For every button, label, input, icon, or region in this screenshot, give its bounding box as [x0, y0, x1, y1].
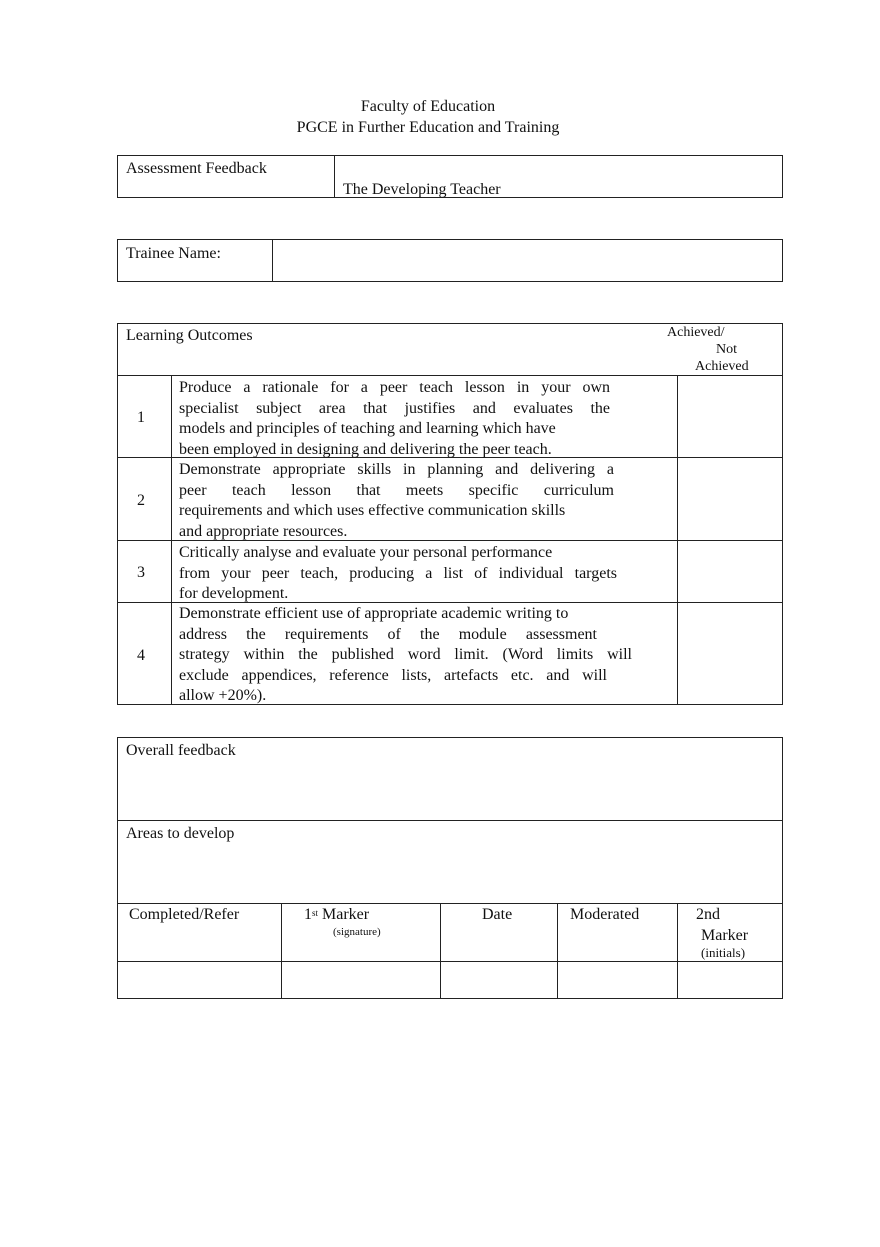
status-header-line2: Not — [716, 342, 737, 357]
outcome-status-cell[interactable] — [680, 607, 780, 701]
outcomes-header-line — [117, 375, 783, 376]
signoff-col-1 — [281, 903, 282, 999]
first-marker-label: 1st Marker — [304, 906, 370, 923]
second-marker-label-line2: Marker — [701, 927, 749, 944]
assessment-divider — [334, 155, 335, 198]
areas-to-develop-label: Areas to develop — [126, 825, 235, 842]
feedback-line-2 — [117, 903, 783, 904]
outcome-status-cell[interactable] — [680, 545, 780, 599]
outcome-status-cell[interactable] — [680, 380, 780, 454]
outcome-description: Demonstrate appropriate skills in planning and delivering a peer teach lesson that meets specific curriculum requirements and which uses effective communication skills and appropriate resources. — [179, 461, 614, 540]
outcomes-heading: Learning Outcomes — [126, 327, 253, 344]
trainee-name-field[interactable] — [282, 244, 772, 272]
assessment-value[interactable]: The Developing Teacher — [343, 181, 501, 198]
faculty-title: Faculty of Education — [360, 98, 496, 115]
signoff-line — [117, 961, 783, 962]
first-marker-note: (signature) — [333, 926, 381, 938]
moderated-label: Moderated — [570, 906, 640, 923]
assessment-label: Assessment Feedback — [126, 160, 267, 177]
moderated-field[interactable] — [560, 964, 675, 996]
outcome-description: Critically analyse and evaluate your personal performance from your peer teach, producing a list of individual targets for development. — [179, 544, 617, 602]
areas-to-develop-field[interactable] — [126, 847, 774, 899]
feedback-line-1 — [117, 820, 783, 821]
signoff-col-3 — [557, 903, 558, 999]
overall-feedback-label: Overall feedback — [126, 742, 236, 759]
completed-refer-field[interactable] — [119, 964, 279, 996]
outcome-number: 3 — [137, 564, 145, 581]
date-field[interactable] — [443, 964, 555, 996]
first-marker-signature-field[interactable] — [284, 964, 438, 996]
trainee-label: Trainee Name: — [126, 245, 221, 262]
date-label: Date — [482, 906, 513, 923]
overall-feedback-field[interactable] — [126, 764, 774, 816]
outcome-number: 1 — [137, 409, 145, 426]
completed-refer-label: Completed/Refer — [129, 906, 240, 923]
status-header-line1: Achieved/ — [667, 325, 725, 340]
outcome-description: Demonstrate efficient use of appropriate academic writing to address the requirements of the module assessment strategy within the published word limit. (Word limits will exclude appendices, reference lists, artefacts etc. and will allow +20%). — [179, 605, 632, 704]
status-header-line3: Achieved — [695, 359, 749, 374]
outcome-number: 2 — [137, 492, 145, 509]
outcome-number: 4 — [137, 647, 145, 664]
second-marker-initials-field[interactable] — [680, 964, 780, 996]
second-marker-label-line1: 2nd — [696, 906, 720, 923]
second-marker-note: (initials) — [701, 945, 746, 960]
outcome-status-cell[interactable] — [680, 462, 780, 536]
signoff-col-4 — [677, 903, 678, 999]
signoff-col-2 — [440, 903, 441, 999]
programme-title: PGCE in Further Education and Training — [296, 119, 560, 136]
trainee-divider — [272, 239, 273, 282]
outcome-description: Produce a rationale for a peer teach lesson in your own specialist subject area that justifies and evaluates the models and principles of teaching and learning which have been employed in designing and delivering the peer teach. — [179, 379, 610, 458]
